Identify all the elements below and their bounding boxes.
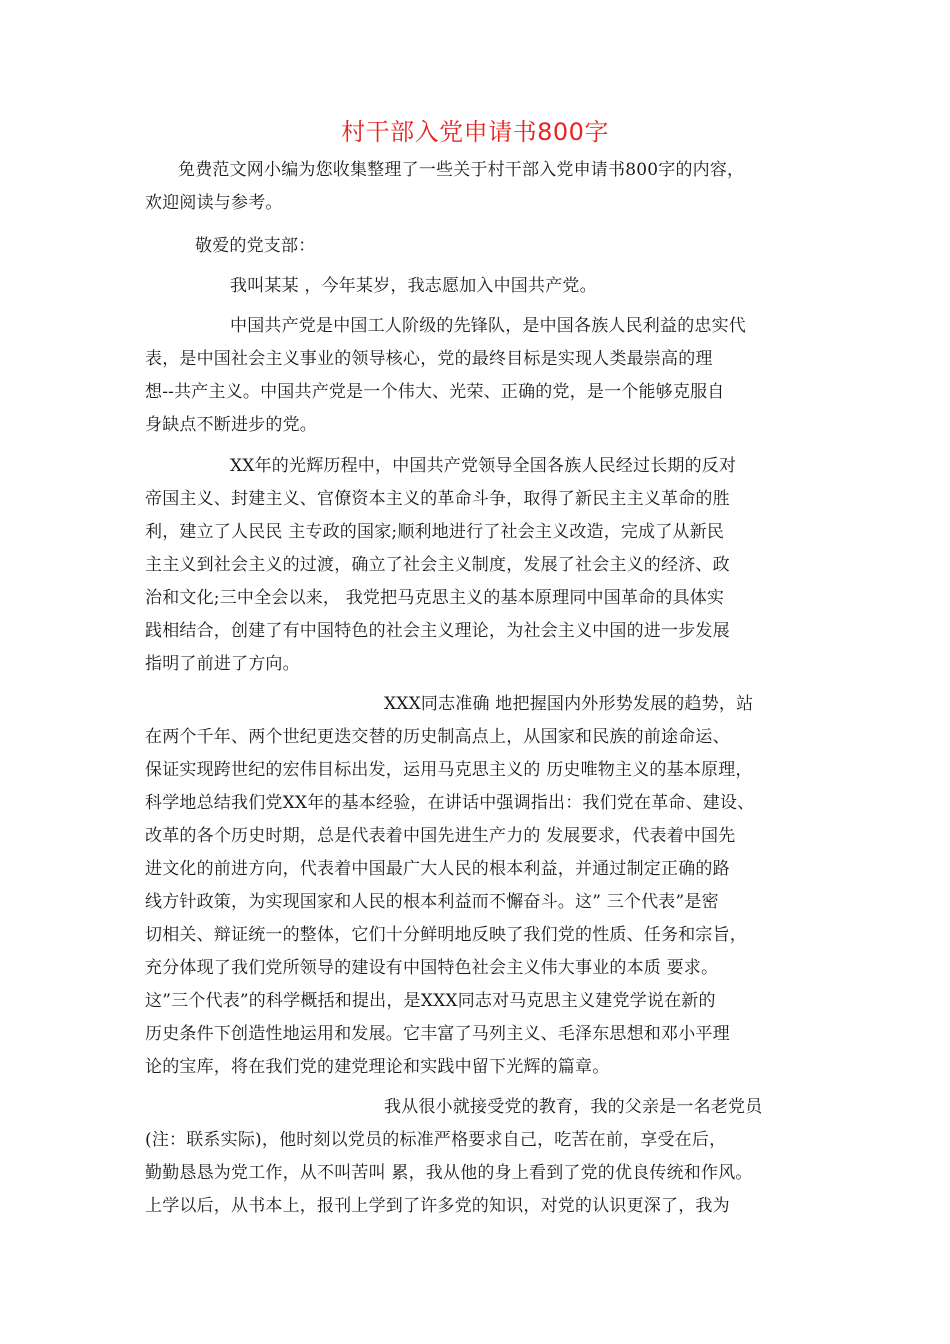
body-line: 利，建立了人民民 主专政的国家;顺利地进行了社会主义改造，完成了从新民 — [145, 522, 725, 542]
body-line: 线方针政策，为实现国家和人民的根本利益而不懈奋斗。这” 三个代表”是密 — [145, 892, 719, 912]
body-line: 欢迎阅读与参考。 — [145, 193, 283, 213]
body-line: (注：联系实际)，他时刻以党员的标准严格要求自己，吃苦在前，享受在后， — [145, 1130, 727, 1150]
body-line: 指明了前进了方向。 — [145, 654, 300, 674]
body-line: 改革的各个历史时期，总是代表着中国先进生产力的 发展要求，代表着中国先 — [145, 826, 736, 846]
body-line: 这”三个代表”的科学概括和提出，是XXX同志对马克思主义建党学说在新的 — [145, 991, 716, 1011]
body-line: 切相关、辩证统一的整体，它们十分鲜明地反映了我们党的性质、任务和宗旨， — [145, 925, 747, 945]
body-line: 历史条件下创造性地运用和发展。它丰富了马列主义、毛泽东思想和邓小平理 — [145, 1024, 730, 1044]
body-line: 身缺点不断进步的党。 — [145, 415, 317, 435]
body-line: XX年的光辉历程中，中国共产党领导全国各族人民经过长期的反对 — [230, 456, 737, 476]
body-line: 想--共产主义。中国共产党是一个伟大、光荣、正确的党，是一个能够克服自 — [145, 382, 725, 402]
body-line: 进文化的前进方向，代表着中国最广大人民的根本利益，并通过制定正确的路 — [145, 859, 730, 879]
body-line: 我从很小就接受党的教育，我的父亲是一名老党员 — [384, 1097, 763, 1117]
body-line: 勤勤恳恳为党工作，从不叫苦叫 累，我从他的身上看到了党的优良传统和作风。 — [145, 1163, 753, 1183]
body-line: XXX同志准确 地把握国内外形势发展的趋势，站 — [384, 694, 754, 714]
body-line: 我叫某某 ，今年某岁，我志愿加入中国共产党。 — [230, 276, 597, 296]
body-line: 科学地总结我们党XX年的基本经验，在讲话中强调指出：我们党在革命、建设、 — [145, 793, 755, 813]
body-line: 在两个千年、两个世纪更迭交替的历史制高点上，从国家和民族的前途命运、 — [145, 727, 730, 747]
body-line: 充分体现了我们党所领导的建设有中国特色社会主义伟大事业的本质 要求。 — [145, 958, 719, 978]
body-line: 保证实现跨世纪的宏伟目标出发，运用马克思主义的 历史唯物主义的基本原理， — [145, 760, 753, 780]
body-line: 中国共产党是中国工人阶级的先锋队，是中国各族人民利益的忠实代 — [230, 316, 746, 336]
body-line: 论的宝库，将在我们党的建党理论和实践中留下光辉的篇章。 — [145, 1057, 610, 1077]
document-title: 村干部入党申请书800字 — [341, 118, 609, 146]
body-line: 帝国主义、封建主义、官僚资本主义的革命斗争，取得了新民主主义革命的胜 — [145, 489, 730, 509]
body-line: 免费范文网小编为您收集整理了一些关于村干部入党申请书800字的内容， — [178, 160, 745, 180]
body-line: 表，是中国社会主义事业的领导核心，党的最终目标是实现人类最崇高的理 — [145, 349, 713, 369]
body-line: 上学以后，从书本上，报刊上学到了许多党的知识，对党的认识更深了，我为 — [145, 1196, 730, 1216]
body-line: 治和文化;三中全会以来， 我党把马克思主义的基本原理同中国革命的具体实 — [145, 588, 725, 608]
body-line: 主主义到社会主义的过渡，确立了社会主义制度，发展了社会主义的经济、政 — [145, 555, 730, 575]
body-line: 践相结合，创建了有中国特色的社会主义理论，为社会主义中国的进一步发展 — [145, 621, 730, 641]
salutation: 敬爱的党支部： — [195, 236, 316, 256]
